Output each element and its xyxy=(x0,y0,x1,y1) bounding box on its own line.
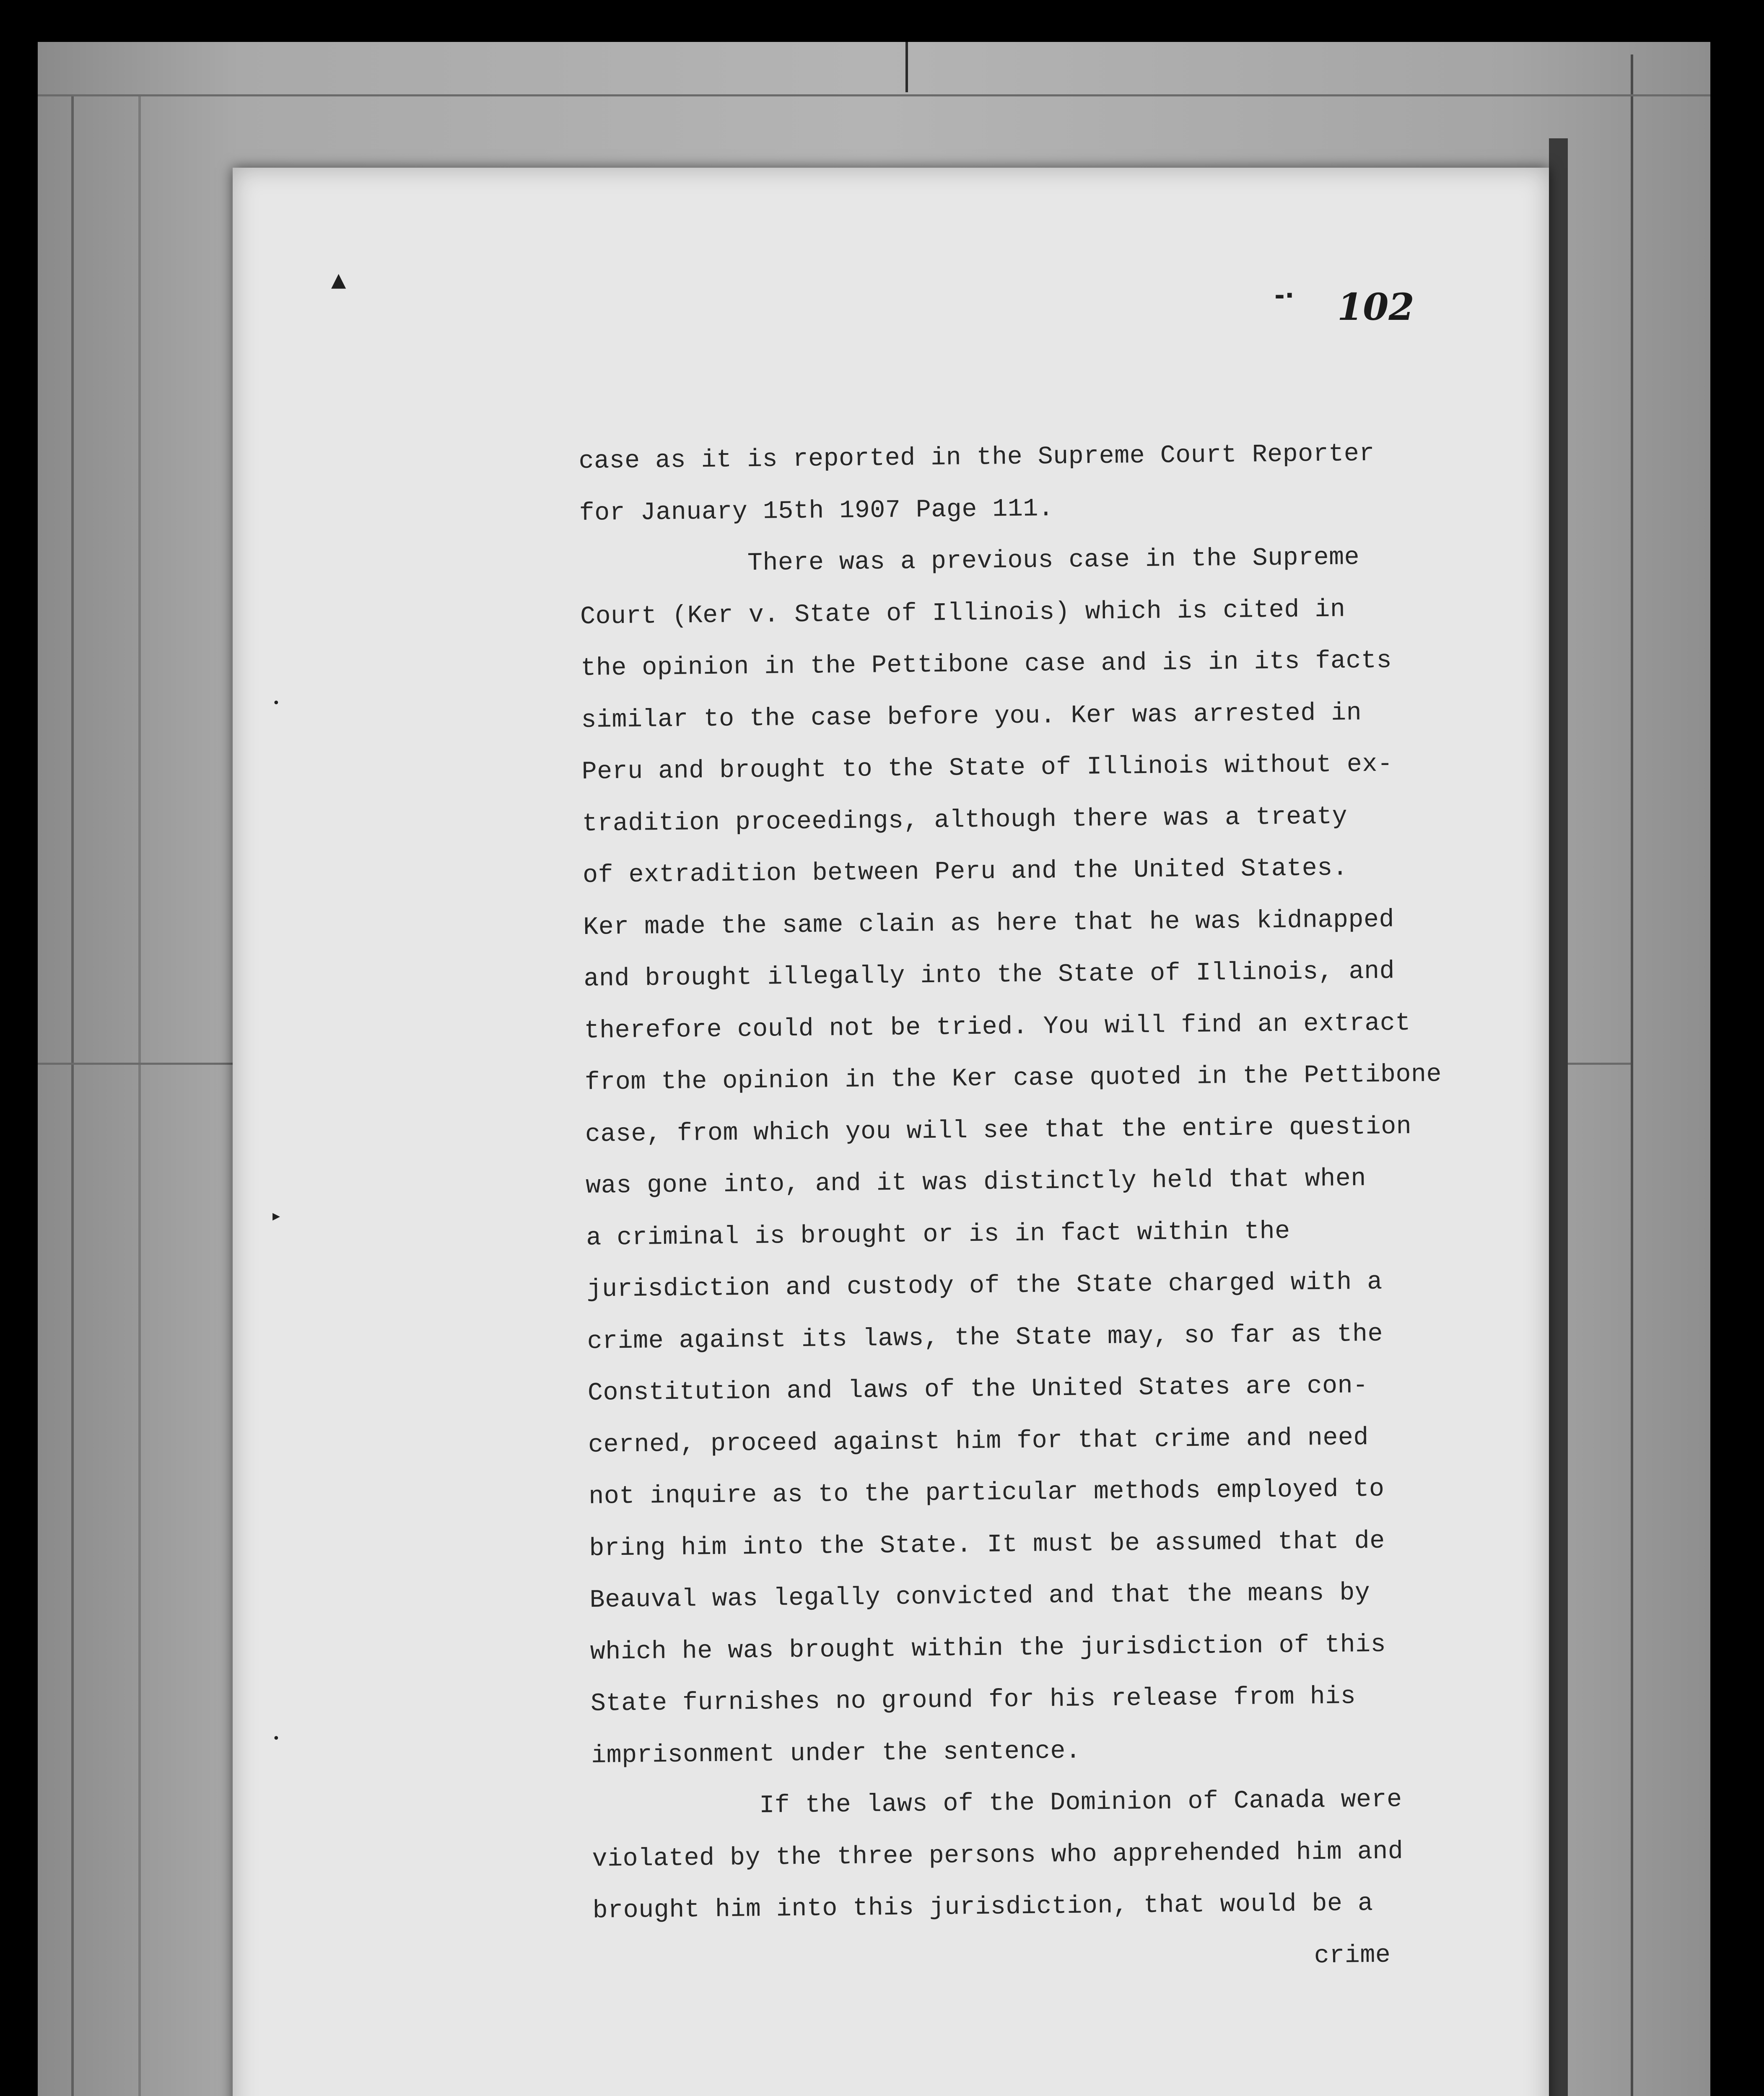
backing-rule-mid-right xyxy=(1568,1063,1631,1065)
typed-line: case, from which you will see that the entire question xyxy=(585,1112,1412,1149)
typed-line: not inquire as to the particular methods employed to xyxy=(588,1475,1385,1511)
typed-line: brought him into this jurisdiction, that would be a xyxy=(592,1889,1373,1925)
typed-line: Beauval was legally convicted and that the means by xyxy=(589,1579,1370,1615)
margin-dot: • xyxy=(272,1731,280,1746)
letter-body xyxy=(578,427,1499,1989)
catchword: crime xyxy=(1314,1941,1391,1970)
typed-line: imprisonment under the sentence. xyxy=(591,1737,1081,1770)
typed-line: was gone into, and it was distinctly held that when xyxy=(585,1165,1367,1201)
typed-line: tradition proceedings, although there was a treaty xyxy=(582,802,1348,838)
page-edge-shadow xyxy=(1549,138,1568,2096)
typed-line: State furnishes no ground for his release from his xyxy=(590,1682,1356,1718)
margin-dot: • xyxy=(272,696,280,711)
typed-line: which he was brought within the jurisdiction of this xyxy=(590,1630,1386,1667)
backing-rule-right xyxy=(1631,54,1633,2096)
typed-line: from the opinion in the Ker case quoted in the Pettibone xyxy=(584,1060,1442,1097)
typed-line: the opinion in the Pettibone case and is in its facts xyxy=(581,646,1392,683)
backing-rule-inner xyxy=(138,96,141,2096)
typed-line: jurisdiction and custody of the State charged with a xyxy=(586,1268,1383,1304)
typed-line: cerned, proceed against him for that crime and need xyxy=(588,1423,1369,1460)
typed-line: a criminal is brought or is in fact within the xyxy=(586,1217,1290,1253)
typed-line: Constitution and laws of the United States are con- xyxy=(587,1372,1368,1408)
typed-line: Court (Ker v. State of Illinois) which is cited in xyxy=(580,595,1346,631)
typed-line: If the laws of the Dominion of Canada were xyxy=(759,1785,1402,1821)
typed-line: case as it is reported in the Supreme Court Reporter xyxy=(578,439,1375,476)
backing-rule-top xyxy=(38,94,1710,96)
typed-line: violated by the three persons who apprehended him and xyxy=(592,1837,1403,1874)
typed-line: Ker made the same clain as here that he was kidnapped xyxy=(583,905,1395,942)
typed-line: therefore could not be tried. You will find an extract xyxy=(584,1009,1411,1045)
typed-line: similar to the case before you. Ker was arrested in xyxy=(581,698,1362,735)
dash-mark: -· xyxy=(1274,281,1294,310)
typed-line: Peru and brought to the State of Illinois without ex- xyxy=(581,750,1393,786)
typed-line: bring him into the State. It must be assumed that de xyxy=(589,1527,1385,1563)
backing-rule-mid xyxy=(38,1063,235,1065)
typed-line: for January 15th 1907 Page 111. xyxy=(579,494,1054,528)
backing-rule-top-tick xyxy=(905,42,908,92)
page-number: 102 xyxy=(1337,285,1414,329)
typed-line: of extradition between Peru and the United States. xyxy=(582,854,1348,890)
typed-line: and brought illegally into the State of Illinois, and xyxy=(584,957,1395,994)
typed-line: There was a previous case in the Supreme xyxy=(747,543,1360,578)
typed-line: crime against its laws, the State may, so far as the xyxy=(587,1320,1383,1356)
hole-punch-mark: ▲ xyxy=(331,268,346,291)
margin-arrow: ▸ xyxy=(272,1207,280,1224)
backing-rule-left xyxy=(71,96,74,2096)
